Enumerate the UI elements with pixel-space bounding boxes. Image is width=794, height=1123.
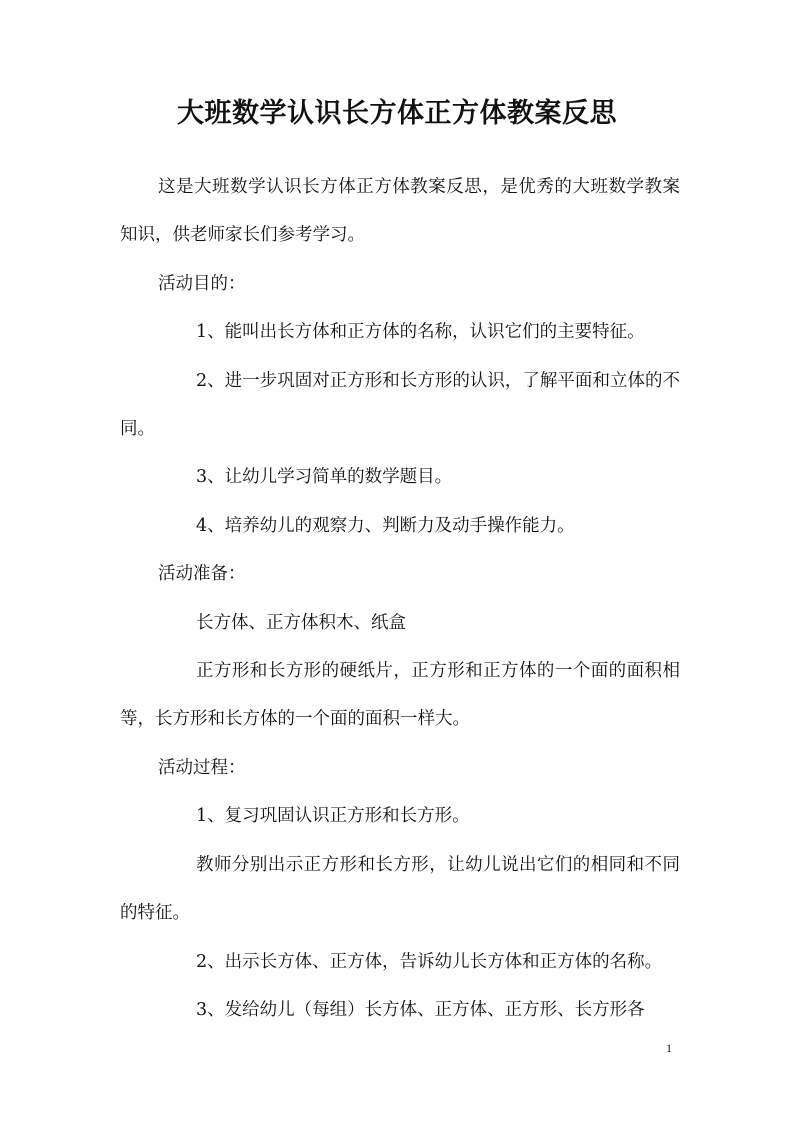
section-heading-process: 活动过程： xyxy=(158,757,246,778)
objective-item: 1、能叫出长方体和正方体的名称，认识它们的主要特征。 xyxy=(196,322,645,343)
preparation-item: 长方体、正方体积木、纸盒 xyxy=(196,612,406,633)
document-title: 大班数学认识长方体正方体教案反思 xyxy=(177,98,617,129)
objective-item: 3、让幼儿学习简单的数学题目。 xyxy=(196,467,453,488)
page-number: 1 xyxy=(666,1041,672,1055)
document-body xyxy=(120,163,680,1034)
process-step: 3、发给幼儿（每组）长方体、正方体、正方形、长方形各 xyxy=(196,999,645,1020)
objective-item: 4、培养幼儿的观察力、判断力及动手操作能力。 xyxy=(196,515,575,536)
intro-paragraph: 这是大班数学认识长方体正方体教案反思，是优秀的大班数学教案知识，供老师家长们参考学习。 xyxy=(120,177,680,246)
section-heading-objectives: 活动目的： xyxy=(158,273,246,294)
objective-item: 2、进一步巩固对正方形和长方形的认识，了解平面和立体的不同。 xyxy=(120,370,680,440)
section-heading-preparation: 活动准备： xyxy=(158,564,246,585)
process-step: 2、出示长方体、正方体，告诉幼儿长方体和正方体的名称。 xyxy=(196,951,663,972)
process-step: 教师分别出示正方形和长方形，让幼儿说出它们的相同和不同的特征。 xyxy=(120,854,680,924)
process-step: 1、复习巩固认识正方形和长方形。 xyxy=(196,806,470,827)
preparation-item: 正方形和长方形的硬纸片，正方形和正方体的一个面的面积相等，长方形和长方体的一个面的面积一样大。 xyxy=(120,661,680,730)
